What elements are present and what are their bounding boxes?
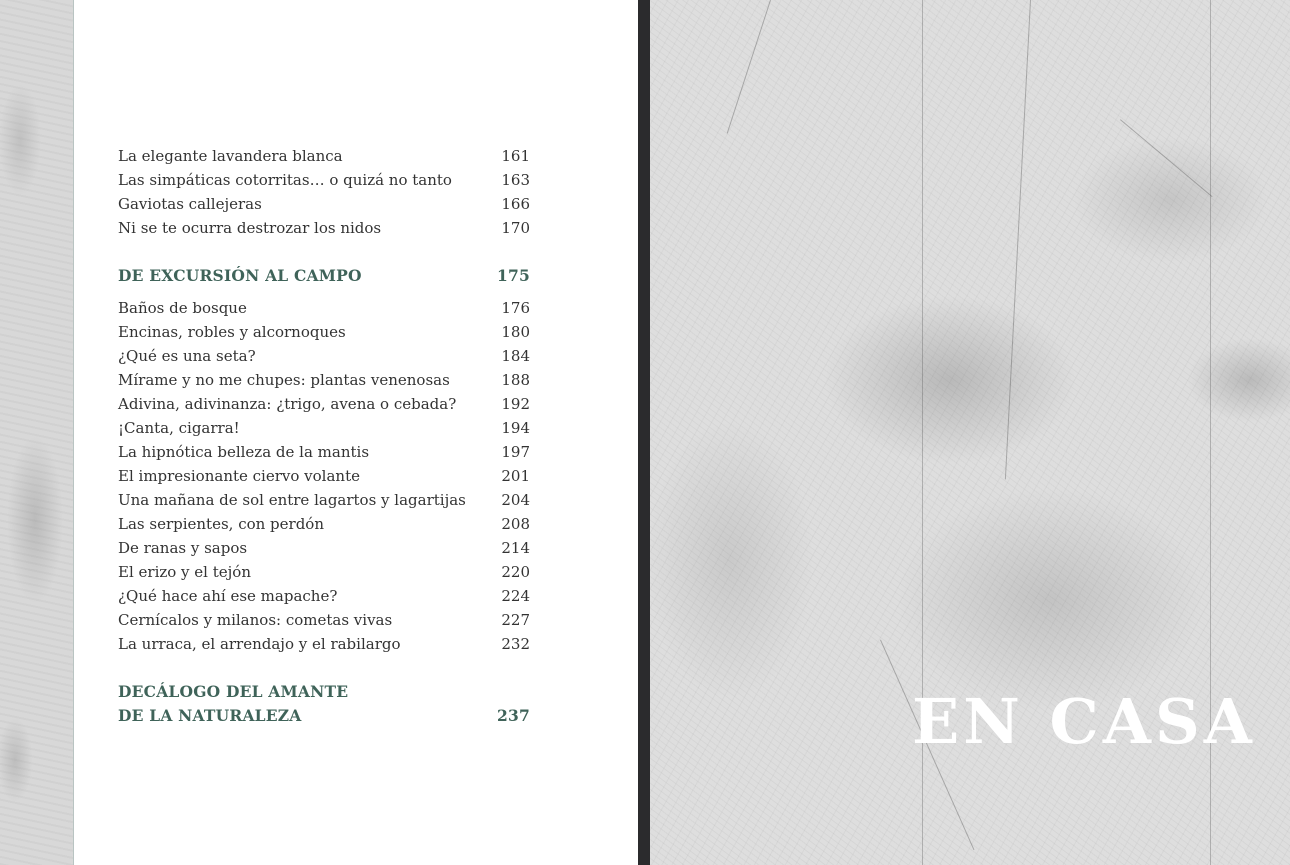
crack-line <box>727 0 771 133</box>
toc-entry-title: Una mañana de sol entre lagartos y lagartijas <box>118 491 466 509</box>
section-page: 237 <box>497 706 530 725</box>
crack-line <box>1120 119 1213 197</box>
toc-entry-page: 201 <box>501 467 530 485</box>
toc-entry-title: ¿Qué es una seta? <box>118 347 256 365</box>
toc-entry-title: Adivina, adivinanza: ¿trigo, avena o cebada? <box>118 395 457 413</box>
toc-entry <box>118 464 530 488</box>
toc-entry-page: 208 <box>501 515 530 533</box>
table-of-contents <box>118 144 530 728</box>
toc-entry <box>118 584 530 608</box>
toc-entry-page: 170 <box>501 219 530 237</box>
toc-entry-title: Mírame y no me chupes: plantas venenosas <box>118 371 450 389</box>
toc-entry <box>118 488 530 512</box>
toc-entry <box>118 216 530 240</box>
toc-entry <box>118 296 530 320</box>
toc-entry-page: 176 <box>501 299 530 317</box>
toc-section-heading-decalogo <box>118 680 530 728</box>
toc-entry-page: 232 <box>501 635 530 653</box>
toc-entry-title: La hipnótica belleza de la mantis <box>118 443 370 461</box>
toc-entry-page: 180 <box>501 323 530 341</box>
toc-entry-page: 166 <box>501 195 530 213</box>
toc-entry <box>118 144 530 168</box>
toc-entry-title: La urraca, el arrendajo y el rabilargo <box>118 635 401 653</box>
toc-entry-page: 184 <box>501 347 530 365</box>
toc-entry-page: 220 <box>501 563 530 581</box>
toc-entry <box>118 168 530 192</box>
section-title: DE EXCURSIÓN AL CAMPO <box>118 266 362 285</box>
toc-entry <box>118 392 530 416</box>
toc-entry-title: Gaviotas callejeras <box>118 195 262 213</box>
toc-entry-title: ¡Canta, cigarra! <box>118 419 240 437</box>
toc-entry-title: De ranas y sapos <box>118 539 248 557</box>
toc-entry-page: 194 <box>501 419 530 437</box>
toc-entry-title: ¿Qué hace ahí ese mapache? <box>118 587 338 605</box>
toc-entry-title: Baños de bosque <box>118 299 247 317</box>
toc-entry <box>118 344 530 368</box>
toc-entry-page: 197 <box>501 443 530 461</box>
toc-section-list <box>118 296 530 656</box>
toc-entry <box>118 632 530 656</box>
toc-entry-title: Encinas, robles y alcornoques <box>118 323 346 341</box>
toc-entry <box>118 192 530 216</box>
toc-entry-title: Las serpientes, con perdón <box>118 515 324 533</box>
toc-entry-page: 161 <box>501 147 530 165</box>
toc-entry <box>118 440 530 464</box>
section-title-multiline <box>118 680 348 728</box>
toc-entry-title: La elegante lavandera blanca <box>118 147 343 165</box>
section-title-line2: DE LA NATURALEZA <box>118 706 302 725</box>
right-page-concrete <box>650 0 1290 865</box>
section-title-line1: DECÁLOGO DEL AMANTE <box>118 682 349 701</box>
toc-entry-title: Las simpáticas cotorritas… o quizá no tanto <box>118 171 452 189</box>
toc-entry-title: El erizo y el tejón <box>118 563 251 581</box>
toc-entry-page: 227 <box>501 611 530 629</box>
toc-entry-page: 188 <box>501 371 530 389</box>
toc-entry-title: El impresionante ciervo volante <box>118 467 360 485</box>
toc-entry <box>118 320 530 344</box>
toc-entry-title: Cernícalos y milanos: cometas vivas <box>118 611 393 629</box>
toc-entry-title: Ni se te ocurra destrozar los nidos <box>118 219 382 237</box>
toc-entry-page: 204 <box>501 491 530 509</box>
crack-line <box>1005 0 1031 479</box>
toc-section-heading <box>118 264 530 288</box>
toc-entry <box>118 560 530 584</box>
book-spine <box>638 0 650 865</box>
toc-entry-page: 163 <box>501 171 530 189</box>
toc-entry <box>118 536 530 560</box>
left-page <box>0 0 638 865</box>
toc-entry <box>118 608 530 632</box>
chapter-heading: EN CASA <box>912 685 1256 758</box>
toc-entry-page: 214 <box>501 539 530 557</box>
toc-entry-page: 192 <box>501 395 530 413</box>
toc-entry <box>118 416 530 440</box>
toc-entry-page: 224 <box>501 587 530 605</box>
toc-entry <box>118 368 530 392</box>
section-page: 175 <box>497 266 530 285</box>
toc-lead-list <box>118 144 530 240</box>
toc-entry <box>118 512 530 536</box>
